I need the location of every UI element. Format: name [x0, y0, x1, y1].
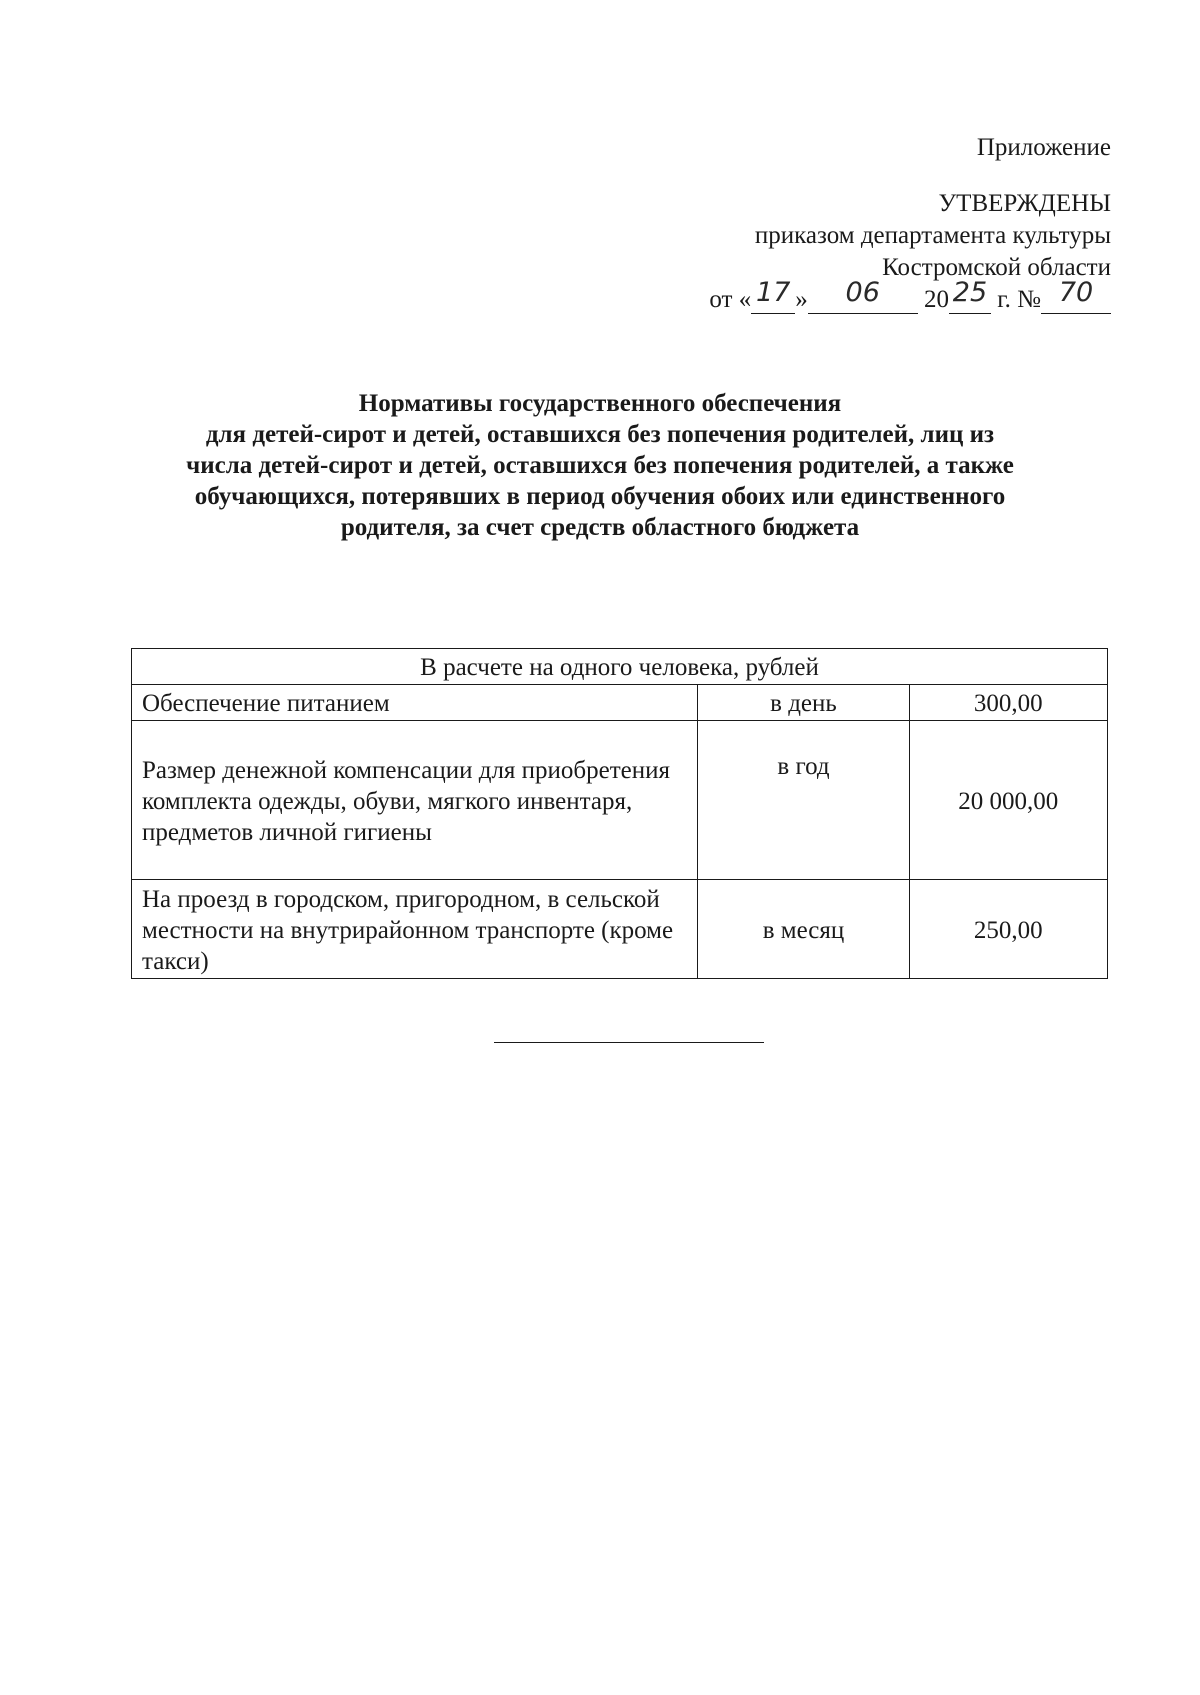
document-title	[120, 388, 1080, 543]
row-value-cell: 250,00	[909, 880, 1107, 979]
title-line-1: Нормативы государственного обеспечения	[358, 390, 842, 417]
approved-label: УТВЕРЖДЕНЫ	[938, 190, 1111, 217]
number-field	[1041, 277, 1111, 314]
title-line-5: родителя, за счет средств областного бюджета	[340, 514, 860, 541]
row-value-cell: 20 000,00	[909, 721, 1107, 880]
norms-table	[131, 648, 1108, 979]
approval-block	[709, 132, 1111, 316]
date-prefix: от «	[709, 286, 752, 313]
year-handwritten: 25	[952, 277, 988, 308]
closing-divider	[494, 1042, 764, 1043]
order-line-1: приказом департамента культуры	[754, 222, 1111, 249]
row-value-cell: 300,00	[909, 685, 1107, 721]
number-label: г. №	[997, 286, 1041, 313]
row-period-cell: в год	[698, 721, 909, 880]
table-row	[132, 880, 1108, 979]
row-period-cell: в день	[698, 685, 909, 721]
year-prefix: 20	[923, 286, 949, 313]
date-quote-close: »	[795, 286, 808, 313]
table-header-row	[132, 649, 1108, 685]
appendix-label: Приложение	[976, 134, 1111, 161]
day-handwritten: 17	[756, 277, 791, 308]
row-name-cell: На проезд в городском, пригородном, в сельской местности на внутрирайонном транспорте (кроме такси)	[132, 880, 698, 979]
month-field	[808, 277, 918, 314]
row-name-cell: Обеспечение питанием	[132, 685, 698, 721]
row-name-cell: Размер денежной компенсации для приобретения комплекта одежды, обуви, мягкого инвентаря, предметов личной гигиены	[132, 721, 698, 880]
order-date-line	[709, 277, 1111, 316]
title-line-2: для детей-сирот и детей, оставшихся без попечения родителей, лиц из	[205, 421, 995, 448]
title-line-4: обучающихся, потерявших в период обучения обоих или единственного	[194, 483, 1006, 510]
order-line-2: Костромской области	[882, 254, 1111, 281]
number-handwritten: 70	[1058, 277, 1094, 308]
month-handwritten: 06	[845, 277, 880, 308]
table-header-cell: В расчете на одного человека, рублей	[132, 649, 1108, 685]
day-field	[751, 277, 795, 314]
table-row	[132, 721, 1108, 880]
year-field	[949, 277, 991, 314]
row-period-cell: в месяц	[698, 880, 909, 979]
title-line-3: числа детей-сирот и детей, оставшихся без попечения родителей, а также	[186, 452, 1014, 479]
table-row	[132, 685, 1108, 721]
